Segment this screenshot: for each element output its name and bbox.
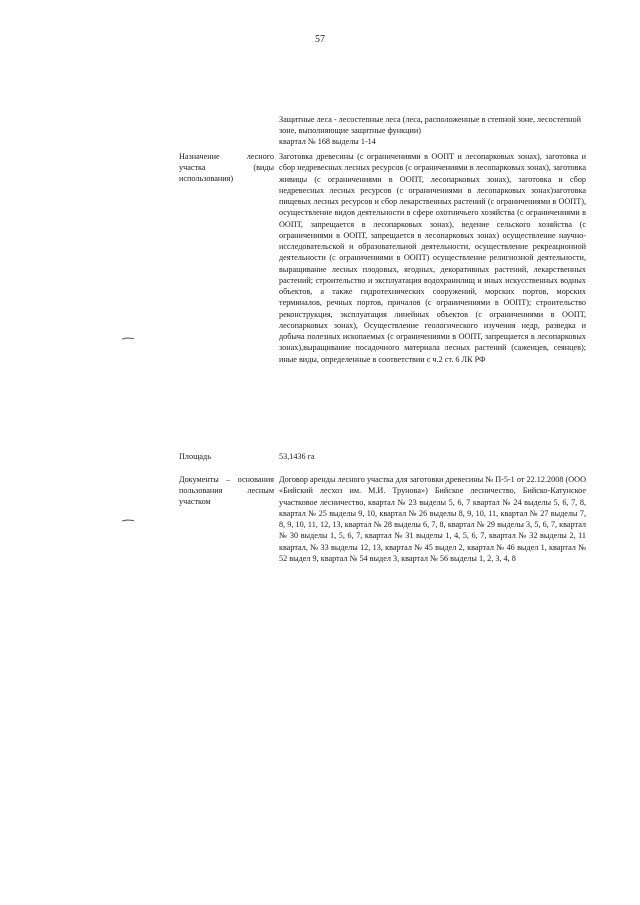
forest-category-text: Защитные леса - лесостепные леса (леса, расположенные в степной зоне, лесостепной зоне, выполняющие защитные функции)	[279, 115, 581, 135]
forest-quarter-text: квартал № 168 выделы 1-14	[279, 137, 376, 146]
purpose-value: Заготовка древесины (с ограничениями в ООПТ и лесопарковых зонах), заготовка и сбор недревесных лесных ресурсов (с ограничениями в лесопарковых зонах), заготовка живицы (с ограничениями в ООПТ, лесопарковых зонах), заготовка и сбор недревесных лесных ресурсов (с ограничениями в лесопарковых зонах)заготовка пищевых лесных ресурсов и сбор лекарственных растений (с ограничениями в ООПТ), осуществление видов деятельности в сфере охотничьего хозяйства (с ограничениями в ООПТ, запрещается в лесопарковых зонах), ведение сельского хозяйства (с ограничениями в ООПТ, запрещается в лесопарковых зонах) осуществление научно-исследовательской и образовательной деятельности, осуществление рекреационной деятельности (с ограничениями в ООПТ) осуществление религиозной деятельности, выращивание лесных плодовых, ягодных, декоративных растений, лекарственных растений; строительство и эксплуатация водохранилищ и иных искусственных водных объектов, а также гидротехнических сооружений, морских портов, морских терминалов, речных портов, причалов (с ограничениями в ООПТ); строительство реконструкция, эксплуатация линейных объектов (с ограничениями в ООПТ, лесопарковых зонах), Осуществление геологического изучения недр, разведка и добыча полезных ископаемых (с ограничениями в ООПТ, запрещается в лесопарковых зонах),выращивание посадочного материала лесных растений (саженцев, сеянцев); иные виды, определенные в соответствии с ч.2 ст. 6 ЛК РФ	[279, 152, 586, 364]
area-label: Площадь	[179, 452, 211, 461]
margin-dash-icon	[122, 519, 134, 522]
margin-mark	[122, 336, 134, 339]
margin-mark	[122, 518, 134, 521]
purpose-label: Назначение лесного участка (виды использования)	[179, 152, 274, 183]
margin-dash-icon	[122, 337, 134, 340]
lead-block	[279, 114, 586, 147]
documents-label: Документы – основания пользования лесным участком	[179, 475, 274, 506]
area-value: 53,1436 га	[279, 452, 315, 461]
page-number: 57	[315, 34, 325, 45]
documents-value: Договор аренды лесного участка для заготовки древесины № П-5-1 от 22.12.2008 (ООО «Бийский лесхоз им. М.И. Трунова») Бийское лесничество, Бийско-Катунское участковое лесничество, квартал № 23 выделы 5, 6, 7 квартал № 24 выделы 5, 6, 7, 8, квартал № 25 выделы 9, 10, квартал № 26 выделы 8, 9, 10, 11, квартал № 27 выделы 7, 8, 9, 10, 11, 12, 13, квартал № 28 выделы 6, 7, 8, квартал № 29 выделы 3, 5, 6, 7, квартал № 30 выделы 1, 5, 6, 7, квартал № 31 выделы 1, 4, 5, 6, 7, квартал № 32 выделы 2, 11 квартал, № 33 выделы 12, 13, квартал № 45 выдел 2, квартал № 46 выдел 1, квартал № 52 выдел 9, квартал № 54 выдел 3, квартал № 56 выделы 1, 2, 3, 4, 8	[279, 475, 586, 563]
